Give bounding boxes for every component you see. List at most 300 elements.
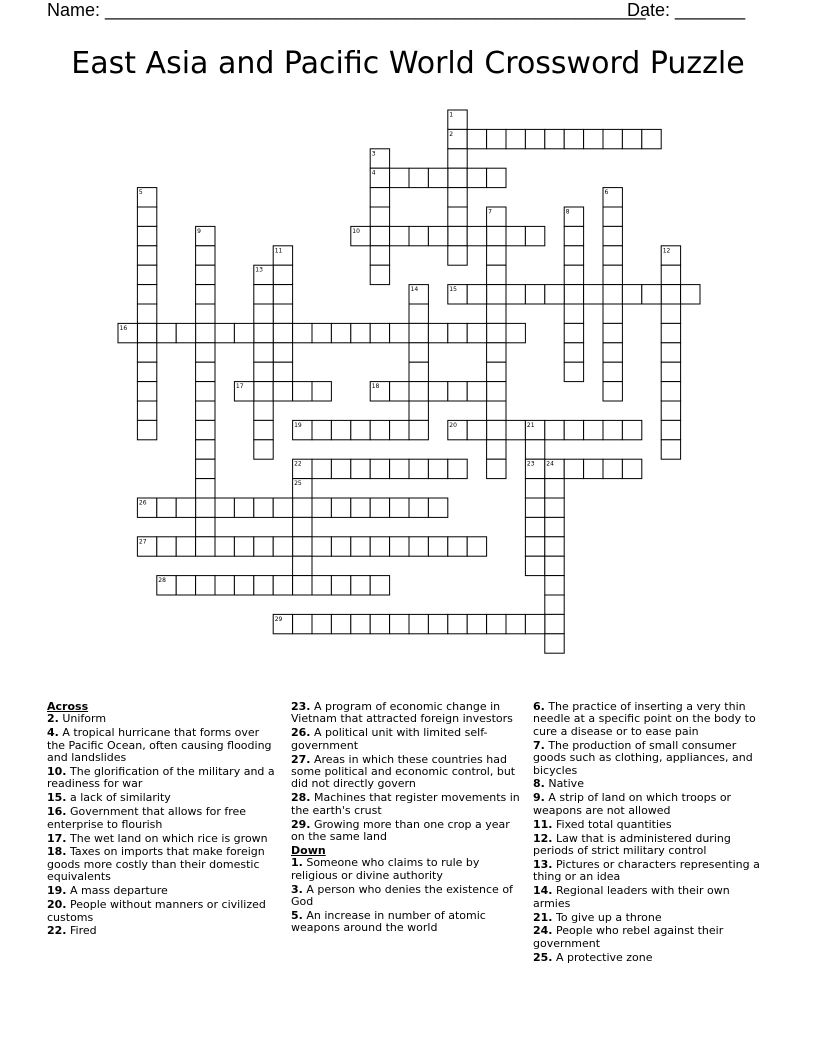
crossword-cell[interactable]: [487, 343, 506, 362]
crossword-cell[interactable]: [351, 498, 370, 517]
crossword-cell[interactable]: [409, 498, 428, 517]
crossword-cell[interactable]: [525, 556, 544, 575]
crossword-cell[interactable]: [215, 498, 234, 517]
crossword-cell[interactable]: [525, 285, 544, 304]
crossword-cell[interactable]: [312, 382, 331, 401]
cell-number: 3: [371, 150, 376, 158]
crossword-cell[interactable]: [448, 459, 467, 478]
crossword-cell[interactable]: [603, 129, 622, 148]
crossword-cell[interactable]: [196, 362, 215, 381]
crossword-cell[interactable]: [273, 323, 292, 342]
crossword-cell[interactable]: [409, 323, 428, 342]
crossword-cell[interactable]: [137, 246, 156, 265]
crossword-cell[interactable]: [312, 323, 331, 342]
crossword-cell[interactable]: [622, 420, 641, 439]
crossword-cell[interactable]: [390, 537, 409, 556]
crossword-cell[interactable]: [390, 226, 409, 245]
crossword-cell[interactable]: [467, 129, 486, 148]
crossword-cell[interactable]: [506, 285, 525, 304]
clue-text: A tropical hurricane that forms over the Pacific Ocean, often causing flooding and landslides: [47, 726, 272, 765]
crossword-cell[interactable]: [215, 537, 234, 556]
crossword-cell[interactable]: [196, 498, 215, 517]
crossword-cell[interactable]: [137, 265, 156, 284]
crossword-cell[interactable]: [506, 614, 525, 633]
across-clue: [47, 727, 279, 764]
crossword-cell[interactable]: [545, 420, 564, 439]
crossword-cell[interactable]: [428, 459, 447, 478]
crossword-cell[interactable]: [584, 285, 603, 304]
crossword-cell[interactable]: [254, 382, 273, 401]
crossword-cell[interactable]: [525, 498, 544, 517]
crossword-cell[interactable]: [603, 459, 622, 478]
crossword-cell[interactable]: [564, 362, 583, 381]
crossword-cell[interactable]: [196, 401, 215, 420]
crossword-cell[interactable]: [137, 362, 156, 381]
crossword-cell[interactable]: [196, 537, 215, 556]
crossword-cell[interactable]: [137, 226, 156, 245]
crossword-cell[interactable]: [351, 323, 370, 342]
crossword-cell[interactable]: [331, 498, 350, 517]
crossword-cell[interactable]: [196, 440, 215, 459]
crossword-cell[interactable]: [545, 556, 564, 575]
crossword-cell[interactable]: [351, 459, 370, 478]
crossword-cell[interactable]: [331, 537, 350, 556]
crossword-cell[interactable]: [157, 537, 176, 556]
clue-number: 28.: [291, 791, 311, 805]
crossword-cell[interactable]: [293, 614, 312, 633]
crossword-cell[interactable]: [661, 304, 680, 323]
crossword-cell[interactable]: [506, 420, 525, 439]
crossword-cell[interactable]: [390, 323, 409, 342]
crossword-cell[interactable]: [603, 265, 622, 284]
across-clue: [47, 899, 279, 924]
crossword-cell[interactable]: [254, 440, 273, 459]
crossword-cell[interactable]: [254, 576, 273, 595]
down-clue: [533, 885, 765, 910]
crossword-cell[interactable]: [661, 265, 680, 284]
cell-number: 8: [565, 208, 570, 216]
across-clue: [47, 846, 279, 883]
clue-number: 19.: [47, 884, 67, 898]
crossword-cell[interactable]: [293, 537, 312, 556]
crossword-cell[interactable]: [448, 382, 467, 401]
crossword-cell[interactable]: [487, 362, 506, 381]
crossword-cell[interactable]: [409, 614, 428, 633]
crossword-cell[interactable]: [506, 129, 525, 148]
crossword-cell[interactable]: [661, 382, 680, 401]
crossword-cell[interactable]: [487, 129, 506, 148]
crossword-cell[interactable]: [584, 129, 603, 148]
crossword-cell[interactable]: [196, 576, 215, 595]
crossword-cell[interactable]: [254, 343, 273, 362]
crossword-cell[interactable]: [564, 285, 583, 304]
crossword-cell[interactable]: [351, 420, 370, 439]
crossword-cell[interactable]: [487, 285, 506, 304]
crossword-cell[interactable]: [564, 226, 583, 245]
crossword-cell[interactable]: [603, 323, 622, 342]
clue-text: Someone who claims to rule by religious or divine authority: [291, 856, 480, 882]
crossword-cell[interactable]: [331, 323, 350, 342]
crossword-cell[interactable]: [254, 420, 273, 439]
crossword-cell[interactable]: [254, 401, 273, 420]
crossword-cell[interactable]: [273, 576, 292, 595]
crossword-cell[interactable]: [661, 440, 680, 459]
cell-number: 11: [274, 247, 283, 255]
crossword-cell[interactable]: [370, 498, 389, 517]
crossword-cell[interactable]: [293, 576, 312, 595]
crossword-cell[interactable]: [409, 226, 428, 245]
crossword-cell[interactable]: [603, 343, 622, 362]
crossword-cell[interactable]: [176, 498, 195, 517]
crossword-cell[interactable]: [370, 246, 389, 265]
crossword-cell[interactable]: [428, 382, 447, 401]
crossword-cell[interactable]: [293, 498, 312, 517]
crossword-cell[interactable]: [390, 498, 409, 517]
crossword-cell[interactable]: [428, 498, 447, 517]
crossword-cell[interactable]: [622, 129, 641, 148]
crossword-cell[interactable]: [273, 265, 292, 284]
crossword-cell[interactable]: [448, 537, 467, 556]
crossword-cell[interactable]: [487, 226, 506, 245]
crossword-cell[interactable]: [234, 576, 253, 595]
crossword-cell[interactable]: [564, 304, 583, 323]
crossword-cell[interactable]: [448, 246, 467, 265]
crossword-cell[interactable]: [661, 401, 680, 420]
crossword-cell[interactable]: [467, 614, 486, 633]
crossword-cell[interactable]: [467, 226, 486, 245]
crossword-cell[interactable]: [525, 129, 544, 148]
crossword-cell[interactable]: [584, 459, 603, 478]
crossword-cell[interactable]: [254, 498, 273, 517]
crossword-cell[interactable]: [467, 168, 486, 187]
clue-number: 18.: [47, 845, 67, 859]
crossword-cell[interactable]: [390, 459, 409, 478]
crossword-cell[interactable]: [196, 459, 215, 478]
crossword-cell[interactable]: [603, 226, 622, 245]
crossword-cell[interactable]: [390, 168, 409, 187]
crossword-cell[interactable]: [409, 362, 428, 381]
crossword-cell[interactable]: [448, 614, 467, 633]
crossword-cell[interactable]: [564, 246, 583, 265]
crossword-cell[interactable]: [603, 362, 622, 381]
crossword-cell[interactable]: [409, 168, 428, 187]
crossword-cell[interactable]: [642, 285, 661, 304]
crossword-cell[interactable]: [390, 614, 409, 633]
crossword-cell[interactable]: [370, 614, 389, 633]
crossword-cell[interactable]: [370, 323, 389, 342]
crossword-cell[interactable]: [273, 498, 292, 517]
cell-number: 13: [255, 266, 263, 274]
crossword-cell[interactable]: [487, 614, 506, 633]
crossword-cell[interactable]: [409, 304, 428, 323]
crossword-cell[interactable]: [176, 323, 195, 342]
crossword-cell[interactable]: [681, 285, 700, 304]
crossword-cell[interactable]: [331, 576, 350, 595]
crossword-cell[interactable]: [370, 207, 389, 226]
crossword-cell[interactable]: [467, 285, 486, 304]
crossword-cell[interactable]: [564, 265, 583, 284]
cell-number: 9: [197, 227, 201, 235]
crossword-cell[interactable]: [487, 459, 506, 478]
crossword-cell[interactable]: [661, 323, 680, 342]
down-clue: [533, 833, 765, 858]
crossword-cell[interactable]: [467, 420, 486, 439]
cell-number: 27: [138, 538, 147, 546]
crossword-cell[interactable]: [312, 498, 331, 517]
crossword-cell[interactable]: [448, 188, 467, 207]
crossword-cell[interactable]: [448, 149, 467, 168]
crossword-cell[interactable]: [448, 168, 467, 187]
crossword-cell[interactable]: [137, 323, 156, 342]
clue-number: 15.: [47, 791, 67, 805]
crossword-cell[interactable]: [312, 537, 331, 556]
across-clue: [291, 727, 523, 752]
crossword-cell[interactable]: [157, 323, 176, 342]
crossword-cell[interactable]: [137, 343, 156, 362]
across-clue: [47, 792, 279, 804]
crossword-cell[interactable]: [622, 459, 641, 478]
crossword-cell[interactable]: [409, 343, 428, 362]
crossword-cell[interactable]: [370, 420, 389, 439]
crossword-cell[interactable]: [331, 420, 350, 439]
across-clue: [47, 766, 279, 791]
crossword-cell[interactable]: [312, 459, 331, 478]
crossword-cell[interactable]: [196, 304, 215, 323]
crossword-cell[interactable]: [176, 576, 195, 595]
clue-text: Government that allows for free enterprise to flourish: [47, 805, 247, 831]
crossword-cell[interactable]: [467, 537, 486, 556]
clue-number: 7.: [533, 738, 545, 752]
crossword-cell[interactable]: [273, 537, 292, 556]
crossword-cell[interactable]: [196, 343, 215, 362]
crossword-cell[interactable]: [137, 285, 156, 304]
crossword-cell[interactable]: [545, 595, 564, 614]
down-clue: [533, 925, 765, 950]
crossword-cell[interactable]: [137, 207, 156, 226]
crossword-cell[interactable]: [351, 537, 370, 556]
across-clue: [291, 819, 523, 844]
crossword-cell[interactable]: [603, 382, 622, 401]
clue-text: Growing more than one crop a year on the same land: [291, 817, 510, 844]
clue-number: 29.: [291, 817, 311, 831]
crossword-cell[interactable]: [390, 382, 409, 401]
crossword-cell[interactable]: [254, 304, 273, 323]
clue-number: 2.: [47, 712, 59, 726]
crossword-cell[interactable]: [370, 226, 389, 245]
clues-column-3: [533, 701, 765, 966]
down-clue: [533, 952, 765, 964]
crossword-cell[interactable]: [428, 614, 447, 633]
crossword-cell[interactable]: [564, 459, 583, 478]
clue-text: Regional leaders with their own armies: [533, 884, 730, 910]
page-title: East Asia and Pacific World Crossword Puzzle: [71, 46, 745, 81]
crossword-cell[interactable]: [525, 537, 544, 556]
crossword-cell[interactable]: [196, 246, 215, 265]
crossword-cell[interactable]: [409, 537, 428, 556]
crossword-cell[interactable]: [234, 537, 253, 556]
crossword-cell[interactable]: [196, 479, 215, 498]
crossword-cell[interactable]: [661, 362, 680, 381]
crossword-cell[interactable]: [545, 517, 564, 536]
crossword-cell[interactable]: [428, 323, 447, 342]
crossword-cell[interactable]: [487, 304, 506, 323]
crossword-cell[interactable]: [525, 517, 544, 536]
crossword-cell[interactable]: [137, 401, 156, 420]
cell-number: 16: [119, 324, 128, 332]
cell-number: 18: [371, 383, 380, 391]
crossword-cell[interactable]: [603, 246, 622, 265]
clue-text: The wet land on which rice is grown: [66, 831, 268, 845]
clue-number: 4.: [47, 726, 59, 740]
cell-number: 15: [449, 286, 457, 294]
crossword-cell[interactable]: [293, 323, 312, 342]
name-line: Name: ______________________________________________________: [47, 0, 646, 20]
crossword-cell[interactable]: [487, 382, 506, 401]
crossword-cell[interactable]: [273, 343, 292, 362]
crossword-cell[interactable]: [234, 498, 253, 517]
crossword-cell[interactable]: [448, 207, 467, 226]
crossword-cell[interactable]: [331, 459, 350, 478]
crossword-cell[interactable]: [273, 382, 292, 401]
crossword-cell[interactable]: [409, 420, 428, 439]
crossword-cell[interactable]: [370, 459, 389, 478]
clue-text: To give up a throne: [552, 910, 662, 924]
cell-number: 4: [371, 169, 376, 177]
crossword-cell[interactable]: [603, 207, 622, 226]
crossword-cell[interactable]: [428, 226, 447, 245]
crossword-cell[interactable]: [331, 614, 350, 633]
crossword-cell[interactable]: [545, 129, 564, 148]
clue-number: 14.: [533, 884, 553, 898]
crossword-cell[interactable]: [254, 362, 273, 381]
crossword-cell[interactable]: [603, 285, 622, 304]
crossword-cell[interactable]: [312, 420, 331, 439]
crossword-cell[interactable]: [351, 576, 370, 595]
down-clue: [533, 740, 765, 777]
clue-text: People who rebel against their government: [533, 924, 724, 950]
crossword-cell[interactable]: [215, 323, 234, 342]
crossword-cell[interactable]: [525, 614, 544, 633]
crossword-cell[interactable]: [487, 323, 506, 342]
crossword-cell[interactable]: [487, 168, 506, 187]
crossword-cell[interactable]: [196, 517, 215, 536]
crossword-cell[interactable]: [545, 614, 564, 633]
crossword-cell[interactable]: [409, 401, 428, 420]
crossword-cell[interactable]: [487, 420, 506, 439]
crossword-cell[interactable]: [312, 576, 331, 595]
crossword-cell[interactable]: [448, 226, 467, 245]
crossword-cell[interactable]: [622, 285, 641, 304]
crossword-cell[interactable]: [545, 576, 564, 595]
crossword-cell[interactable]: [564, 343, 583, 362]
crossword-cell[interactable]: [273, 362, 292, 381]
clue-text: a lack of similarity: [66, 791, 171, 805]
crossword-cell[interactable]: [370, 188, 389, 207]
crossword-cell[interactable]: [312, 614, 331, 633]
crossword-cell[interactable]: [448, 323, 467, 342]
crossword-cell[interactable]: [525, 440, 544, 459]
crossword-cell[interactable]: [254, 285, 273, 304]
date-line: Date: _______: [627, 0, 746, 20]
crossword-cell[interactable]: [254, 323, 273, 342]
crossword-cell[interactable]: [545, 537, 564, 556]
crossword-cell[interactable]: [370, 576, 389, 595]
crossword-cell[interactable]: [545, 634, 564, 653]
crossword-cell[interactable]: [137, 304, 156, 323]
crossword-cell[interactable]: [603, 304, 622, 323]
crossword-cell[interactable]: [137, 420, 156, 439]
cell-number: 14: [410, 286, 419, 294]
clue-number: 11.: [533, 817, 553, 831]
crossword-cell[interactable]: [157, 498, 176, 517]
crossword-cell[interactable]: [564, 129, 583, 148]
crossword-cell[interactable]: [351, 614, 370, 633]
crossword-cell[interactable]: [234, 323, 253, 342]
crossword-cell[interactable]: [254, 537, 273, 556]
crossword-cell[interactable]: [370, 537, 389, 556]
crossword-cell[interactable]: [661, 420, 680, 439]
cell-number: 19: [294, 421, 302, 429]
crossword-cell[interactable]: [487, 440, 506, 459]
crossword-cell[interactable]: [196, 382, 215, 401]
crossword-cell[interactable]: [487, 246, 506, 265]
crossword-cell[interactable]: [196, 323, 215, 342]
crossword-cell[interactable]: [293, 517, 312, 536]
cell-number: 26: [138, 499, 147, 507]
crossword-cell[interactable]: [293, 556, 312, 575]
crossword-cell[interactable]: [564, 323, 583, 342]
crossword-cell[interactable]: [215, 576, 234, 595]
crossword-cell[interactable]: [545, 498, 564, 517]
crossword-cell[interactable]: [409, 459, 428, 478]
clue-text: Native: [544, 777, 584, 791]
crossword-cell[interactable]: [137, 382, 156, 401]
crossword-cell[interactable]: [176, 537, 195, 556]
crossword-cell[interactable]: [525, 226, 544, 245]
crossword-cell[interactable]: [273, 285, 292, 304]
clue-number: 12.: [533, 831, 553, 845]
crossword-cell[interactable]: [196, 285, 215, 304]
crossword-cell[interactable]: [525, 479, 544, 498]
crossword-cell[interactable]: [564, 420, 583, 439]
crossword-cell[interactable]: [196, 265, 215, 284]
crossword-cell[interactable]: [642, 129, 661, 148]
crossword-cell[interactable]: [428, 168, 447, 187]
crossword-cell[interactable]: [273, 304, 292, 323]
crossword-cell[interactable]: [409, 382, 428, 401]
crossword-cell[interactable]: [661, 343, 680, 362]
crossword-cell[interactable]: [293, 382, 312, 401]
clue-number: 10.: [47, 765, 67, 779]
cell-number: 20: [449, 421, 457, 429]
crossword-cell[interactable]: [506, 323, 525, 342]
crossword-cell[interactable]: [467, 323, 486, 342]
crossword-cell[interactable]: [545, 285, 564, 304]
crossword-cell[interactable]: [467, 382, 486, 401]
crossword-cell[interactable]: [603, 420, 622, 439]
crossword-cell[interactable]: [661, 285, 680, 304]
crossword-cell[interactable]: [370, 265, 389, 284]
crossword-cell[interactable]: [196, 420, 215, 439]
crossword-cell[interactable]: [487, 265, 506, 284]
crossword-cell[interactable]: [584, 420, 603, 439]
crossword-cell[interactable]: [390, 420, 409, 439]
crossword-cell[interactable]: [428, 537, 447, 556]
clue-number: 25.: [533, 950, 553, 964]
crossword-cell[interactable]: [545, 479, 564, 498]
crossword-cell[interactable]: [487, 401, 506, 420]
crossword-cell[interactable]: [506, 226, 525, 245]
